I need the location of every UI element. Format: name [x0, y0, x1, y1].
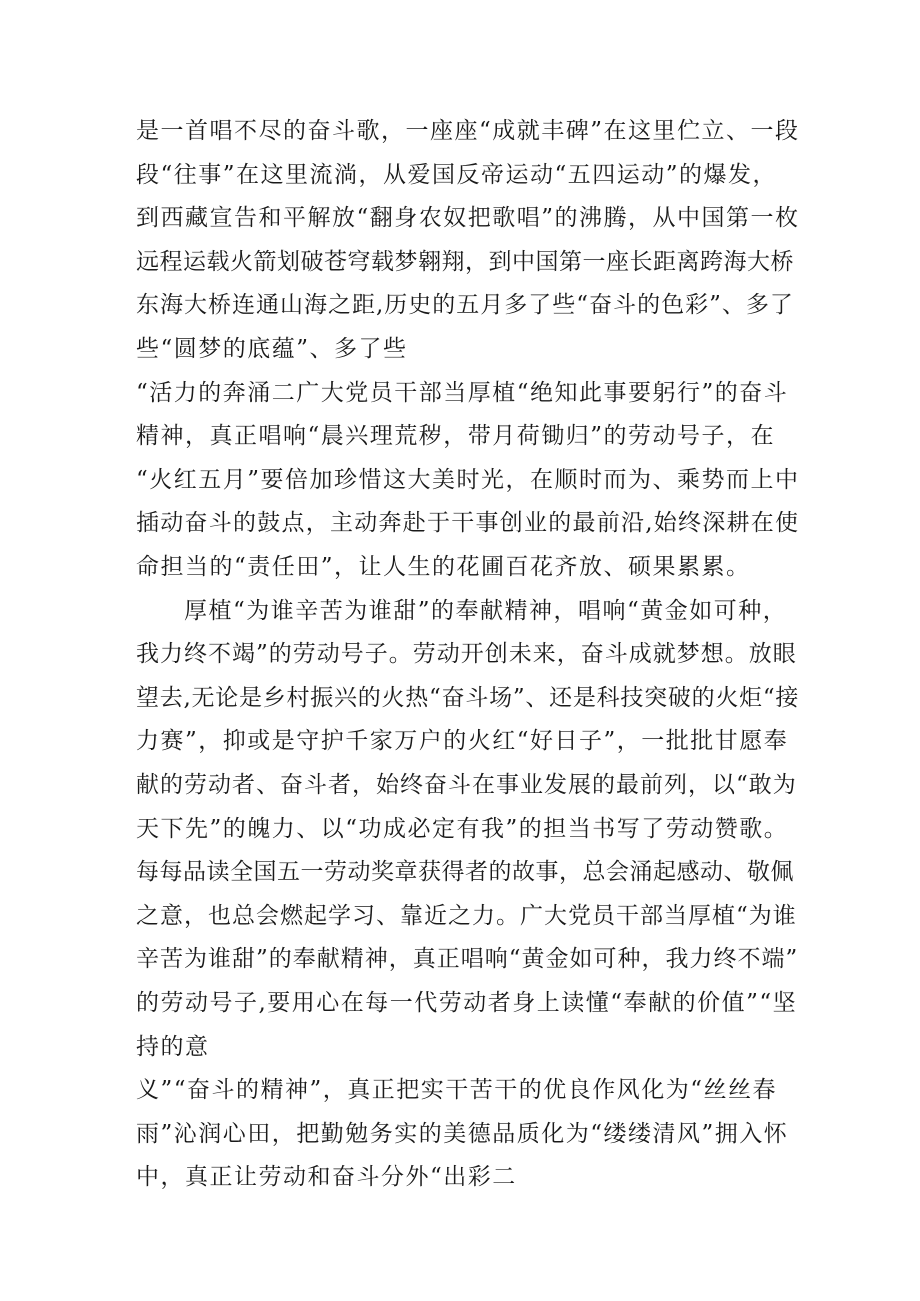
- text-line: 力赛”，抑或是守护千家万户的火红“好日子”，一批批甘愿奉: [136, 728, 789, 754]
- text-line: 段“往事”在这里流淌，从爱国反帝运动“五四运动”的爆发，: [136, 162, 778, 188]
- text-line: 义”“奋斗的精神”，真正把实干苦干的优良作风化为“丝丝春: [136, 1077, 778, 1103]
- text-line: 远程运载火箭划破苍穹载梦翱翔，到中国第一座长距离跨海大桥: [136, 249, 794, 275]
- text-line: 插动奋斗的鼓点，主动奔赴于干事创业的最前沿,始终深耕在使: [136, 510, 800, 536]
- text-line: 中，真正让劳动和奋斗分外“出彩二: [136, 1164, 517, 1190]
- text-line: 些“圆梦的底蕴”、多了些: [136, 336, 408, 362]
- text-line: 献的劳动者、奋斗者，始终奋斗在事业发展的最前列，以“敢为: [136, 772, 797, 798]
- text-line: 我力终不竭”的劳动号子。劳动开创未来，奋斗成就梦想。放眼: [136, 641, 797, 667]
- text-line: 是一首唱不尽的奋斗歌，一座座“成就丰碑”在这里伫立、一段: [136, 118, 800, 144]
- text-line: 命担当的“责任田”，让人生的花圃百花齐放、硕果累累。: [136, 554, 751, 580]
- text-line: 的劳动号子,要用心在每一代劳动者身上读懂“奉献的价值”“坚: [136, 990, 798, 1016]
- paragraph-first-line: 厚植“为谁辛苦为谁甜”的奉献精神，唱响“黄金如可种，: [184, 598, 788, 624]
- text-line: 望去,无论是乡村振兴的火热“奋斗场”、还是科技突破的火炬“接: [136, 685, 800, 711]
- text-line: 每每品读全国五一劳动奖章获得者的故事，总会涌起感动、敬佩: [136, 859, 794, 885]
- text-line: 持的意: [136, 1034, 210, 1060]
- text-line: “活力的奔涌二广大党员干部当厚植“绝知此事要躬行”的奋斗: [136, 380, 789, 406]
- text-line: 到西藏宣告和平解放“翻身农奴把歌唱”的沸腾，从中国第一枚: [136, 205, 800, 231]
- text-line: 天下先”的魄力、以“功成必定有我”的担当书写了劳动赞歌。: [136, 816, 789, 842]
- text-line: 辛苦为谁甜”的奉献精神，真正唱响“黄金如可种，我力终不端”: [136, 946, 799, 972]
- text-line: 雨”沁润心田，把勤勉务实的美德品质化为“缕缕清风”拥入怀: [136, 1121, 789, 1147]
- text-line: “火红五月”要倍加珍惜这大美时光，在顺时而为、乘势而上中: [136, 467, 800, 493]
- text-line: 精神，真正唱响“晨兴理荒秽，带月荷锄归”的劳动号子，在: [136, 423, 776, 449]
- text-line: 之意，也总会燃起学习、靠近之力。广大党员干部当厚植“为谁: [136, 903, 797, 929]
- text-line: 东海大桥连通山海之距,历史的五月多了些“奋斗的色彩”、多了: [136, 292, 794, 318]
